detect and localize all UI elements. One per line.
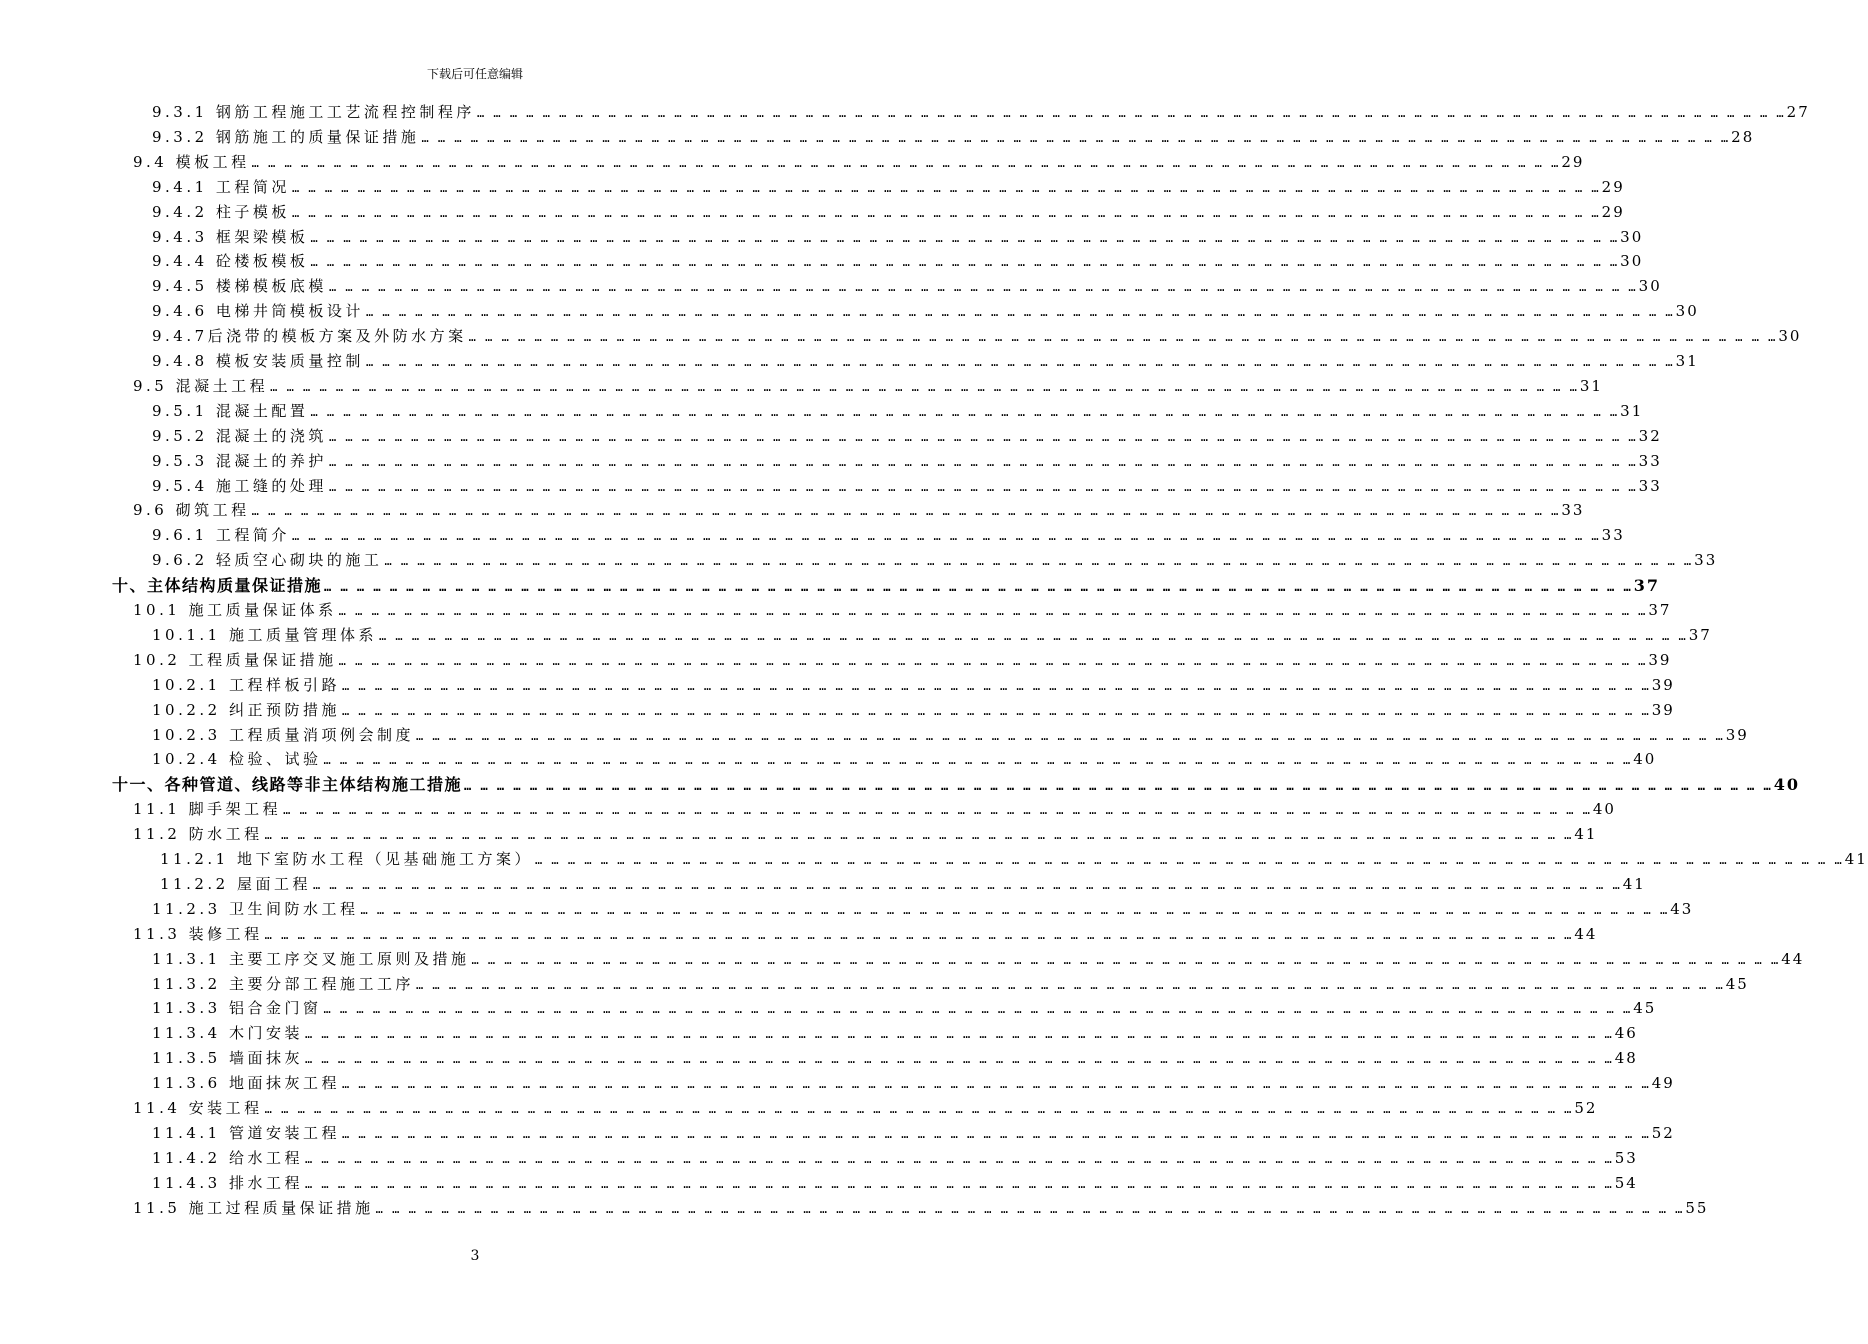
toc-entry[interactable]: [152, 125, 1755, 150]
toc-entry-title: 9.5 混凝土工程: [133, 376, 269, 395]
toc-leader-dots: … … … … … … … … … … … … … … … … … … … … … … … … … … … … … … … … … … … … … … … … … … … … … … … … … … … … … … … … … … … … … … … … … … … … … … … … … … … … … … … …: [328, 454, 1637, 469]
toc-entry-page: 29: [1561, 152, 1585, 171]
toc-entry-title: 十、主体结构质量保证措施: [112, 576, 323, 596]
toc-entry[interactable]: [152, 747, 1657, 772]
toc-leader-dots: … … … … … … … … … … … … … … … … … … … … … … … … … … … … … … … … … … … … … … … … … … … … … … … … … … … … … … … … … … … … … … … … … … … … … … … … … … … … … … … …: [304, 1176, 1613, 1191]
toc-entry-page: 55: [1685, 1198, 1709, 1217]
toc-entry-page: 30: [1620, 227, 1644, 246]
toc-leader-dots: … … … … … … … … … … … … … … … … … … … … … … … … … … … … … … … … … … … … … … … … … … … … … … … … … … … … … … … … … … … … … … … … … … … … … … … … … … … … … … … …: [476, 106, 1785, 120]
toc-leader-dots: … … … … … … … … … … … … … … … … … … … … … … … … … … … … … … … … … … … … … … … … … … … … … … … … … … … … … … … … … … … … … … … … … … … … … … … … … … … … … … … …: [264, 927, 1573, 942]
toc-leader-dots: … … … … … … … … … … … … … … … … … … … … … … … … … … … … … … … … … … … … … … … … … … … … … … … … … … … … … … … … … … … … … … … … … … … … … … … … … … … … … … … …: [291, 529, 1600, 544]
toc-leader-dots: … … … … … … … … … … … … … … … … … … … … … … … … … … … … … … … … … … … … … … … … … … … … … … … … … … … … … … … … … … … … … … … … … … … … … … … … … … … … … … … …: [341, 703, 1650, 718]
toc-entry-page: 30: [1778, 327, 1802, 346]
toc-leader-dots: … … … … … … … … … … … … … … … … … … … … … … … … … … … … … … … … … … … … … … … … … … … … … … … … … … … … … … … … … … … … … … … … … … … … … … … … … … … … … … … …: [338, 653, 1647, 668]
toc-entry-page: 45: [1725, 974, 1749, 993]
toc-entry[interactable]: [152, 548, 1718, 573]
toc-entry-title: 9.5.1 混凝土配置: [152, 401, 309, 420]
toc-entry-page: 30: [1675, 302, 1699, 321]
toc-entry-title: 9.4.6 电梯井筒模板设计: [152, 302, 364, 321]
toc-entry-page: 52: [1651, 1123, 1675, 1142]
toc-entry-title: 11.3 装修工程: [133, 924, 263, 943]
toc-entry-title: 11.2.2 屋面工程: [160, 874, 311, 893]
toc-entry-title: 9.5.2 混凝土的浇筑: [152, 426, 327, 445]
toc-entry-title: 10.2.4 检验、试验: [152, 750, 322, 769]
toc-entry[interactable]: [152, 723, 1749, 748]
toc-entry-page: 39: [1725, 725, 1749, 744]
toc-entry[interactable]: [133, 648, 1672, 673]
toc-entry[interactable]: [152, 996, 1657, 1021]
toc-leader-dots: … … … … … … … … … … … … … … … … … … … … … … … … … … … … … … … … … … … … … … … … … … … … … … … … … … … … … … … … … … … … … … … … … … … … … … … … … … … … … … … …: [264, 1102, 1573, 1116]
toc-entry-title: 9.3.2 钢筋施工的质量保证措施: [152, 127, 420, 146]
toc-entry[interactable]: [152, 175, 1625, 200]
toc-leader-dots: … … … … … … … … … … … … … … … … … … … … … … … … … … … … … … … … … … … … … … … … … … … … … … … … … … … … … … … … … … … … … … … … … … … … … … … … … … … … … … … …: [468, 330, 1777, 345]
toc-entry[interactable]: [152, 200, 1625, 225]
toc-entry[interactable]: [152, 1071, 1675, 1096]
toc-entry-page: 37: [1633, 576, 1660, 596]
toc-leader-dots: … … … … … … … … … … … … … … … … … … … … … … … … … … … … … … … … … … … … … … … … … … … … … … … … … … … … … … … … … … … … … … … … … … … … … … … … … … … … … … … …: [415, 977, 1724, 992]
toc-leader-dots: … … … … … … … … … … … … … … … … … … … … … … … … … … … … … … … … … … … … … … … … … … … … … … … … … … … … … … … … … … … … … … … … … … … … … … … … … … … … … … … …: [341, 1077, 1650, 1092]
toc-entry-page: 31: [1620, 401, 1644, 420]
toc-entry-page: 33: [1601, 526, 1625, 545]
toc-leader-dots: … … … … … … … … … … … … … … … … … … … … … … … … … … … … … … … … … … … … … … … … … … … … … … … … … … … … … … … … … … … … … … … … … … … … … … … … … … … … … … … …: [251, 155, 1560, 170]
toc-entry-page: 44: [1781, 949, 1805, 968]
toc-entry-title: 11.2.3 卫生间防水工程: [152, 899, 359, 918]
toc-entry-title: 11.3.6 地面抹灰工程: [152, 1074, 340, 1093]
toc-entry[interactable]: [133, 498, 1585, 523]
toc-entry-title: 11.5 施工过程质量保证措施: [133, 1198, 374, 1217]
toc-leader-dots: … … … … … … … … … … … … … … … … … … … … … … … … … … … … … … … … … … … … … … … … … … … … … … … … … … … … … … … … … … … … … … … … … … … … … … … … … … … … … … … …: [270, 379, 1578, 394]
toc-entry-page: 45: [1633, 999, 1657, 1018]
toc-entry-page: 31: [1579, 376, 1603, 395]
toc-entry-page: 29: [1601, 177, 1625, 196]
toc-entry[interactable]: [152, 424, 1662, 449]
toc-leader-dots: … … … … … … … … … … … … … … … … … … … … … … … … … … … … … … … … … … … … … … … … … … … … … … … … … … … … … … … … … … … … … … … … … … … … … … … … … … … … … … … …: [415, 728, 1724, 743]
toc-entry-title: 11.2.1 地下室防水工程（见基础施工方案）: [160, 850, 533, 868]
toc-entry[interactable]: [133, 1096, 1598, 1121]
toc-entry-page: 39: [1651, 700, 1675, 719]
toc-leader-dots: … … … … … … … … … … … … … … … … … … … … … … … … … … … … … … … … … … … … … … … … … … … … … … … … … … … … … … … … … … … … … … … … … … … … … … … … … … … … … … … …: [251, 504, 1560, 519]
toc-entry-page: 46: [1614, 1024, 1638, 1043]
toc-leader-dots: … … … … … … … … … … … … … … … … … … … … … … … … … … … … … … … … … … … … … … … … … … … … … … … … … … … … … … … … … … … … … … … … … … … … … … … … … … … … … … … …: [328, 429, 1637, 444]
toc-leader-dots: … … … … … … … … … … … … … … … … … … … … … … … … … … … … … … … … … … … … … … … … … … … … … … … … … … … … … … … … … … … … … … … … … … … … … … … … … … … … … … … …: [324, 580, 1632, 595]
toc-entry-title: 11.4.2 给水工程: [152, 1148, 303, 1167]
toc-entry[interactable]: [152, 623, 1712, 648]
toc-entry[interactable]: [152, 673, 1675, 698]
toc-entry-page: 39: [1651, 675, 1675, 694]
toc-entry[interactable]: [152, 449, 1662, 474]
toc-entry-title: 11.3.5 墙面抹灰: [152, 1049, 303, 1068]
toc-leader-dots: … … … … … … … … … … … … … … … … … … … … … … … … … … … … … … … … … … … … … … … … … … … … … … … … … … … … … … … … … … … … … … … … … … … … … … … … … … … … … … … …: [304, 1027, 1613, 1042]
toc-leader-dots: … … … … … … … … … … … … … … … … … … … … … … … … … … … … … … … … … … … … … … … … … … … … … … … … … … … … … … … … … … … … … … … … … … … … … … … … … … … … … … … …: [464, 779, 1772, 794]
toc-entry[interactable]: [112, 772, 1800, 797]
toc-entry-page: 40: [1773, 775, 1800, 795]
toc-entry-page: 30: [1620, 252, 1644, 271]
toc-leader-dots: … … … … … … … … … … … … … … … … … … … … … … … … … … … … … … … … … … … … … … … … … … … … … … … … … … … … … … … … … … … … … … … … … … … … … … … … … … … … … … … …: [421, 130, 1730, 145]
toc-entry[interactable]: [152, 349, 1699, 374]
toc-leader-dots: … … … … … … … … … … … … … … … … … … … … … … … … … … … … … … … … … … … … … … … … … … … … … … … … … … … … … … … … … … … … … … … … … … … … … … … … … … … … … … … …: [375, 1201, 1684, 1216]
toc-entry-title: 9.4.1 工程简况: [152, 177, 290, 196]
toc-entry[interactable]: [152, 100, 1810, 125]
toc-entry[interactable]: [133, 598, 1672, 623]
toc-entry[interactable]: [133, 150, 1585, 175]
toc-entry-page: 41: [1622, 874, 1646, 893]
toc-entry[interactable]: [152, 324, 1802, 349]
toc-entry-title: 9.5.4 施工缝的处理: [152, 476, 327, 495]
toc-leader-dots: … … … … … … … … … … … … … … … … … … … … … … … … … … … … … … … … … … … … … … … … … … … … … … … … … … … … … … … … … … … … … … … … … … … … … … … … … … … … … … … …: [264, 828, 1573, 843]
toc-entry-page: 33: [1694, 551, 1718, 570]
toc-entry-page: 30: [1638, 277, 1662, 296]
toc-entry-page: 27: [1786, 103, 1810, 121]
toc-entry[interactable]: [133, 1196, 1709, 1221]
toc-leader-dots: … … … … … … … … … … … … … … … … … … … … … … … … … … … … … … … … … … … … … … … … … … … … … … … … … … … … … … … … … … … … … … … … … … … … … … … … … … … … … … … …: [304, 1151, 1613, 1166]
toc-leader-dots: … … … … … … … … … … … … … … … … … … … … … … … … … … … … … … … … … … … … … … … … … … … … … … … … … … … … … … … … … … … … … … … … … … … … … … … … … … … … … … … …: [304, 1052, 1613, 1067]
toc-entry-title: 9.6.2 轻质空心砌块的施工: [152, 551, 383, 570]
toc-leader-dots: … … … … … … … … … … … … … … … … … … … … … … … … … … … … … … … … … … … … … … … … … … … … … … … … … … … … … … … … … … … … … … … … … … … … … … … … … … … … … … … …: [365, 305, 1674, 320]
toc-entry-title: 11.4.3 排水工程: [152, 1173, 303, 1192]
toc-leader-dots: … … … … … … … … … … … … … … … … … … … … … … … … … … … … … … … … … … … … … … … … … … … … … … … … … … … … … … … … … … … … … … … … … … … … … … … … … … … … … … … …: [328, 479, 1637, 494]
toc-entry-page: 33: [1638, 476, 1662, 495]
toc-leader-dots: … … … … … … … … … … … … … … … … … … … … … … … … … … … … … … … … … … … … … … … … … … … … … … … … … … … … … … … … … … … … … … … … … … … … … … … … … … … … … … … …: [471, 952, 1780, 967]
toc-entry[interactable]: [112, 573, 1660, 598]
toc-entry[interactable]: [152, 1046, 1638, 1071]
toc-entry[interactable]: [152, 474, 1662, 499]
toc-entry[interactable]: [152, 1146, 1638, 1171]
toc-entry-title: 11.3.3 铝合金门窗: [152, 999, 322, 1018]
toc-leader-dots: … … … … … … … … … … … … … … … … … … … … … … … … … … … … … … … … … … … … … … … … … … … … … … … … … … … … … … … … … … … … … … … … … … … … … … … … … … … … … … … …: [291, 205, 1600, 220]
toc-entry[interactable]: [152, 947, 1805, 972]
toc-entry[interactable]: [152, 299, 1699, 324]
toc-entry-page: 32: [1638, 426, 1662, 445]
toc-entry-title: 9.4.3 框架梁模板: [152, 227, 309, 246]
toc-entry[interactable]: [133, 374, 1603, 399]
toc-entry-title: 11.2 防水工程: [133, 825, 263, 844]
toc-entry-page: 41: [1574, 825, 1598, 844]
toc-leader-dots: … … … … … … … … … … … … … … … … … … … … … … … … … … … … … … … … … … … … … … … … … … … … … … … … … … … … … … … … … … … … … … … … … … … … … … … … … … … … … … … …: [341, 678, 1650, 693]
toc-entry-page: 33: [1561, 501, 1585, 520]
toc-entry-title: 11.1 脚手架工程: [133, 800, 282, 819]
toc-entry-page: 43: [1670, 899, 1694, 918]
toc-entry[interactable]: [152, 523, 1625, 548]
toc-entry-title: 9.4.8 模板安装质量控制: [152, 352, 364, 370]
toc-entry[interactable]: [152, 225, 1644, 250]
toc-leader-dots: … … … … … … … … … … … … … … … … … … … … … … … … … … … … … … … … … … … … … … … … … … … … … … … … … … … … … … … … … … … … … … … … … … … … … … … … … … … … … … … …: [323, 1002, 1632, 1017]
toc-entry-title: 9.4.7后浇带的模板方案及外防水方案: [152, 327, 467, 346]
toc-leader-dots: … … … … … … … … … … … … … … … … … … … … … … … … … … … … … … … … … … … … … … … … … … … … … … … … … … … … … … … … … … … … … … … … … … … … … … … … … … … … … … … …: [328, 280, 1637, 295]
toc-entry-page: 33: [1638, 451, 1662, 470]
toc-entry[interactable]: [160, 872, 1646, 897]
toc-entry[interactable]: [152, 1021, 1638, 1046]
toc-entry-title: 十一、各种管道、线路等非主体结构施工措施: [112, 775, 463, 795]
toc-leader-dots: … … … … … … … … … … … … … … … … … … … … … … … … … … … … … … … … … … … … … … … … … … … … … … … … … … … … … … … … … … … … … … … … … … … … … … … … … … … … … … … …: [360, 902, 1669, 917]
toc-entry-title: 9.5.3 混凝土的养护: [152, 451, 327, 470]
toc-leader-dots: … … … … … … … … … … … … … … … … … … … … … … … … … … … … … … … … … … … … … … … … … … … … … … … … … … … … … … … … … … … … … … … … … … … … … … … … … … … … … … … …: [323, 753, 1632, 768]
toc-entry-page: 37: [1688, 625, 1712, 644]
toc-entry-page: 37: [1648, 601, 1672, 619]
toc-leader-dots: … … … … … … … … … … … … … … … … … … … … … … … … … … … … … … … … … … … … … … … … … … … … … … … … … … … … … … … … … … … … … … … … … … … … … … … … … … … … … … … …: [341, 1126, 1650, 1141]
toc-entry-title: 10.2.2 纠正预防措施: [152, 700, 340, 719]
toc-entry-page: 44: [1574, 924, 1598, 943]
toc-leader-dots: … … … … … … … … … … … … … … … … … … … … … … … … … … … … … … … … … … … … … … … … … … … … … … … … … … … … … … … … … … … … … … … … … … … … … … … … … … … … … … … …: [338, 604, 1647, 618]
page-number: 3: [470, 1248, 480, 1264]
toc-leader-dots: … … … … … … … … … … … … … … … … … … … … … … … … … … … … … … … … … … … … … … … … … … … … … … … … … … … … … … … … … … … … … … … … … … … … … … … … … … … … … … … …: [310, 404, 1619, 419]
toc-entry[interactable]: [152, 897, 1694, 922]
toc-leader-dots: … … … … … … … … … … … … … … … … … … … … … … … … … … … … … … … … … … … … … … … … … … … … … … … … … … … … … … … … … … … … … … … … … … … … … … … … … … … … … … … …: [310, 255, 1619, 270]
toc-entry-title: 9.3.1 钢筋工程施工工艺流程控制程序: [152, 103, 475, 121]
toc-entry-page: 40: [1592, 800, 1616, 819]
toc-entry[interactable]: [152, 249, 1644, 274]
toc-entry[interactable]: [152, 399, 1644, 424]
toc-entry-title: 9.4 模板工程: [133, 152, 250, 171]
toc-entry-title: 9.4.5 楼梯模板底模: [152, 277, 327, 296]
toc-entry-title: 11.3.2 主要分部工程施工工序: [152, 974, 414, 993]
toc-entry-title: 11.4 安装工程: [133, 1099, 263, 1117]
toc-entry[interactable]: [160, 847, 1868, 872]
toc-entry-title: 10.1 施工质量保证体系: [133, 601, 337, 619]
toc-entry[interactable]: [152, 1171, 1638, 1196]
toc-leader-dots: … … … … … … … … … … … … … … … … … … … … … … … … … … … … … … … … … … … … … … … … … … … … … … … … … … … … … … … … … … … … … … … … … … … … … … … … … … … … … … … …: [312, 877, 1621, 892]
toc-entry-page: 31: [1675, 352, 1699, 370]
toc-entry-title: 9.4.4 砼楼板模板: [152, 252, 309, 271]
toc-entry-title: 10.1.1 施工质量管理体系: [152, 625, 377, 644]
toc-entry-title: 10.2.1 工程样板引路: [152, 675, 340, 694]
toc-entry-page: 53: [1614, 1148, 1638, 1167]
toc-leader-dots: … … … … … … … … … … … … … … … … … … … … … … … … … … … … … … … … … … … … … … … … … … … … … … … … … … … … … … … … … … … … … … … … … … … … … … … … … … … … … … … …: [283, 803, 1591, 818]
toc-entry-title: 10.2.3 工程质量消项例会制度: [152, 725, 414, 744]
toc-entry-page: 48: [1614, 1049, 1638, 1068]
toc-entry-page: 28: [1731, 127, 1755, 146]
toc-entry-page: 41: [1844, 850, 1868, 868]
toc-entry-page: 39: [1648, 650, 1672, 669]
toc-entry[interactable]: [152, 698, 1675, 723]
toc-entry-title: 11.4.1 管道安装工程: [152, 1123, 340, 1142]
toc-entry[interactable]: [152, 274, 1662, 299]
toc-entry-page: 29: [1601, 202, 1625, 221]
toc-entry[interactable]: [152, 1121, 1675, 1146]
page-header: 下载后可任意编辑: [426, 67, 523, 81]
toc-entry-title: 9.6.1 工程简介: [152, 526, 290, 545]
toc-entry-title: 10.2 工程质量保证措施: [133, 650, 337, 669]
toc-leader-dots: … … … … … … … … … … … … … … … … … … … … … … … … … … … … … … … … … … … … … … … … … … … … … … … … … … … … … … … … … … … … … … … … … … … … … … … … … … … … … … … …: [365, 355, 1674, 369]
toc-entry-page: 52: [1574, 1099, 1598, 1117]
toc-entry[interactable]: [133, 822, 1598, 847]
toc-entry-title: 11.3.4 木门安装: [152, 1024, 303, 1043]
toc-entry-title: 9.6 砌筑工程: [133, 501, 250, 520]
toc-entry[interactable]: [133, 922, 1598, 947]
toc-entry-title: 9.4.2 柱子模板: [152, 202, 290, 221]
toc-entry-title: 11.3.1 主要工序交叉施工原则及措施: [152, 949, 470, 968]
toc-entry[interactable]: [152, 972, 1749, 997]
toc-leader-dots: … … … … … … … … … … … … … … … … … … … … … … … … … … … … … … … … … … … … … … … … … … … … … … … … … … … … … … … … … … … … … … … … … … … … … … … … … … … … … … … …: [378, 628, 1687, 643]
toc-leader-dots: … … … … … … … … … … … … … … … … … … … … … … … … … … … … … … … … … … … … … … … … … … … … … … … … … … … … … … … … … … … … … … … … … … … … … … … … … … … … … … … …: [534, 853, 1843, 867]
toc-leader-dots: … … … … … … … … … … … … … … … … … … … … … … … … … … … … … … … … … … … … … … … … … … … … … … … … … … … … … … … … … … … … … … … … … … … … … … … … … … … … … … … …: [384, 554, 1693, 569]
toc-entry-page: 54: [1614, 1173, 1638, 1192]
toc-entry[interactable]: [133, 797, 1616, 822]
toc-entry-page: 40: [1633, 750, 1657, 769]
toc-leader-dots: … … … … … … … … … … … … … … … … … … … … … … … … … … … … … … … … … … … … … … … … … … … … … … … … … … … … … … … … … … … … … … … … … … … … … … … … … … … … … … … …: [291, 180, 1600, 195]
toc-leader-dots: … … … … … … … … … … … … … … … … … … … … … … … … … … … … … … … … … … … … … … … … … … … … … … … … … … … … … … … … … … … … … … … … … … … … … … … … … … … … … … … …: [310, 230, 1619, 245]
toc-entry-page: 49: [1651, 1074, 1675, 1093]
